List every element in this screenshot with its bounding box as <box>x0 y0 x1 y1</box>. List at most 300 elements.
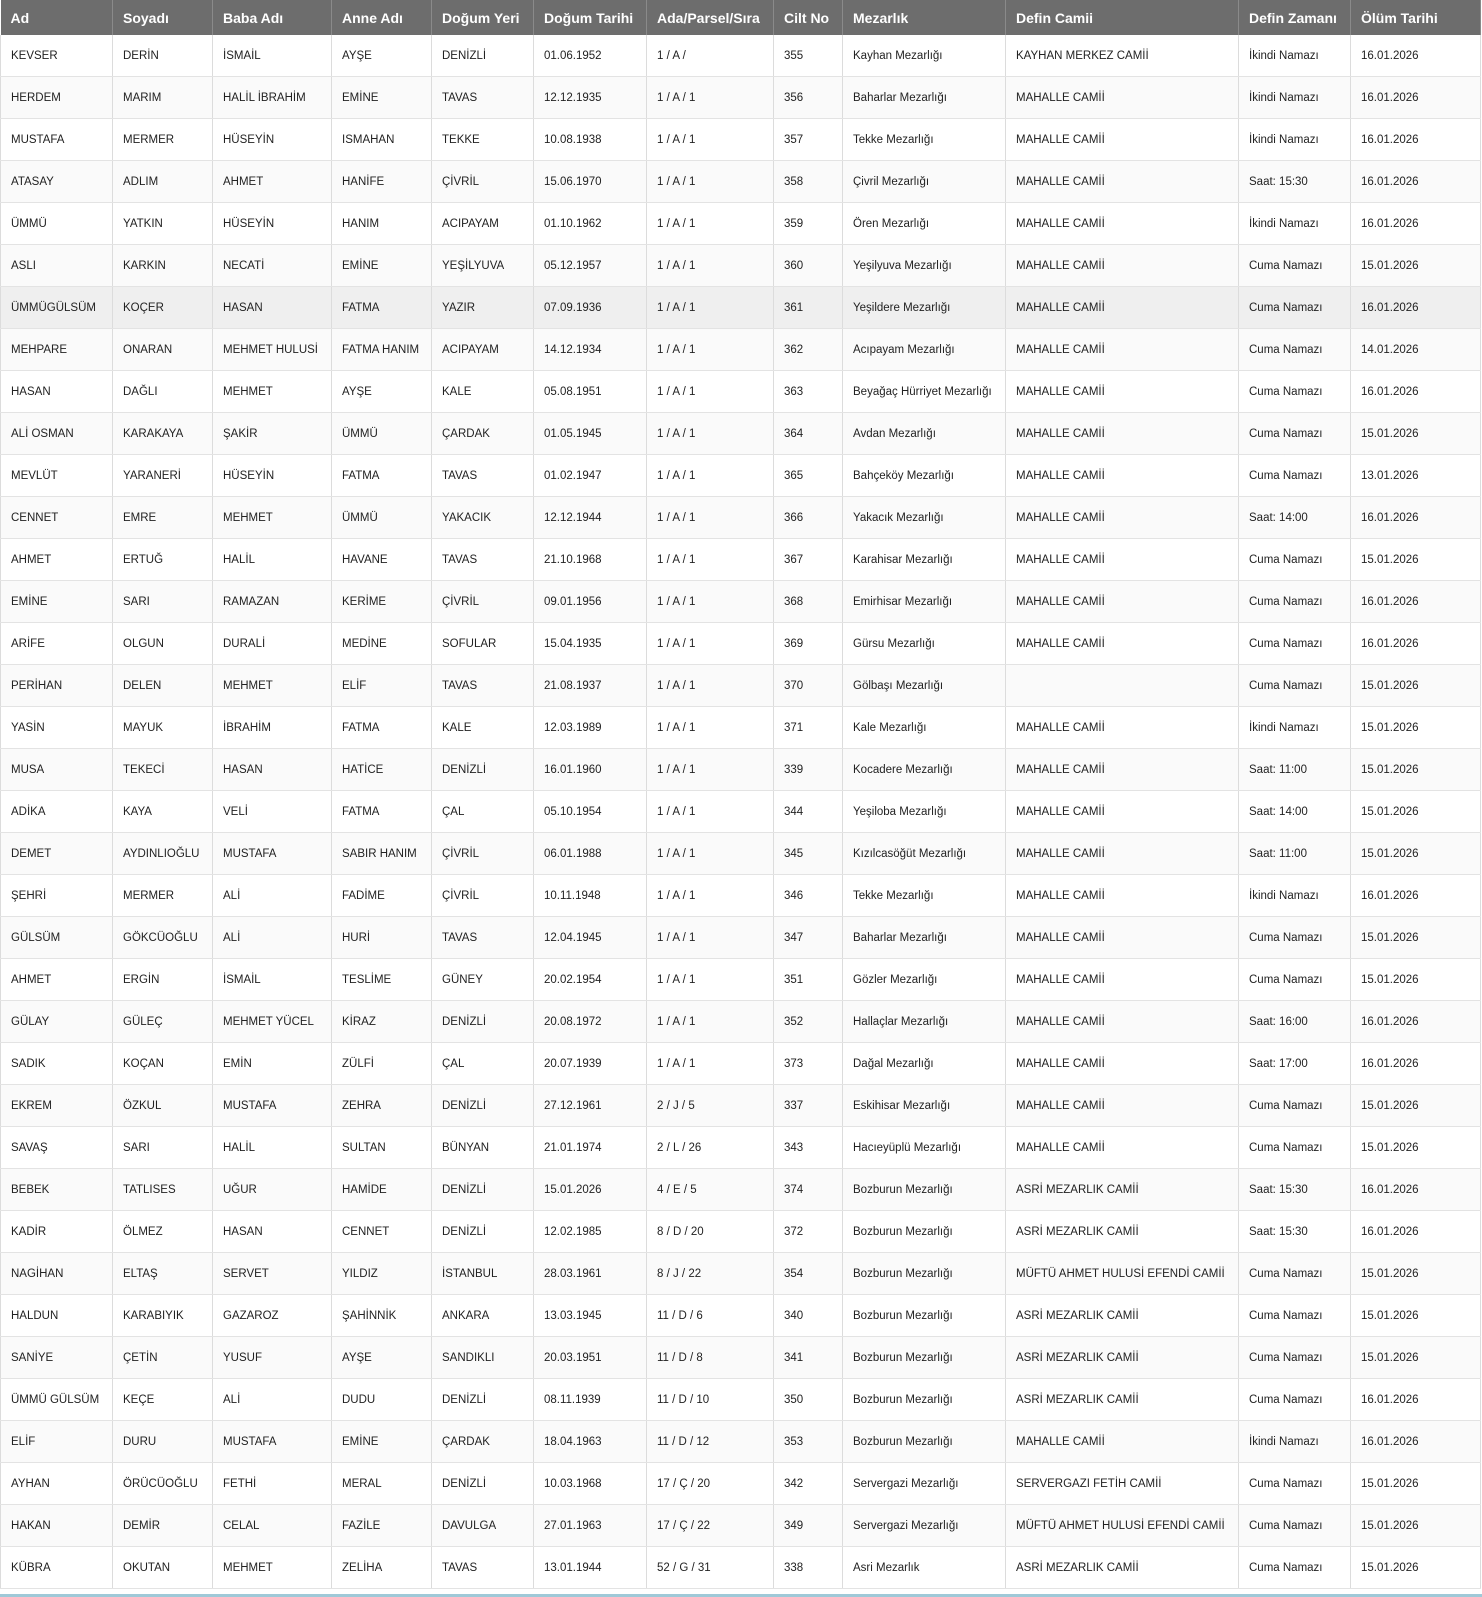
table-row[interactable] <box>1 1421 1481 1463</box>
cell-anne-adi: ÜMMÜ <box>332 497 432 539</box>
cell-cilt-no: 366 <box>774 497 843 539</box>
cell-mezarlik: Tekke Mezarlığı <box>843 875 1006 917</box>
cell-ada-parsel-sira: 1 / A / 1 <box>647 875 774 917</box>
cell-ad: NAGİHAN <box>1 1253 113 1295</box>
cell-dogum-yeri: DENİZLİ <box>432 1169 534 1211</box>
cell-dogum-yeri: DENİZLİ <box>432 1211 534 1253</box>
column-header-olum-tarihi[interactable]: Ölüm Tarihi <box>1351 0 1481 35</box>
cell-dogum-yeri: TAVAS <box>432 77 534 119</box>
cell-cilt-no: 340 <box>774 1295 843 1337</box>
table-row[interactable] <box>1 791 1481 833</box>
cell-ada-parsel-sira: 17 / Ç / 22 <box>647 1505 774 1547</box>
cell-ad: AYHAN <box>1 1463 113 1505</box>
cell-mezarlik: Gürsu Mezarlığı <box>843 623 1006 665</box>
cell-anne-adi: TESLİME <box>332 959 432 1001</box>
cell-defin-camii: MAHALLE CAMİİ <box>1006 959 1239 1001</box>
cell-baba-adi: İSMAİL <box>213 959 332 1001</box>
cell-dogum-tarihi: 14.12.1934 <box>534 329 647 371</box>
cell-olum-tarihi: 15.01.2026 <box>1351 959 1481 1001</box>
cell-mezarlik: Baharlar Mezarlığı <box>843 77 1006 119</box>
cell-defin-zamani: Cuma Namazı <box>1239 1295 1351 1337</box>
table-row[interactable] <box>1 1169 1481 1211</box>
cell-dogum-tarihi: 10.11.1948 <box>534 875 647 917</box>
cell-soyadi: DELEN <box>113 665 213 707</box>
table-row[interactable] <box>1 1505 1481 1547</box>
cell-dogum-tarihi: 01.10.1962 <box>534 203 647 245</box>
cell-anne-adi: AYŞE <box>332 35 432 77</box>
cell-soyadi: TATLISES <box>113 1169 213 1211</box>
cell-anne-adi: SULTAN <box>332 1127 432 1169</box>
cell-defin-zamani: Cuma Namazı <box>1239 959 1351 1001</box>
table-row[interactable] <box>1 1295 1481 1337</box>
cell-ad: ASLI <box>1 245 113 287</box>
cell-dogum-tarihi: 01.02.1947 <box>534 455 647 497</box>
cell-defin-zamani: Cuma Namazı <box>1239 1463 1351 1505</box>
table-row[interactable] <box>1 959 1481 1001</box>
cell-ada-parsel-sira: 11 / D / 12 <box>647 1421 774 1463</box>
cell-defin-zamani: Saat: 14:00 <box>1239 791 1351 833</box>
cell-anne-adi: SABIR HANIM <box>332 833 432 875</box>
cell-soyadi: ÖLMEZ <box>113 1211 213 1253</box>
cell-cilt-no: 354 <box>774 1253 843 1295</box>
cell-defin-zamani: Saat: 14:00 <box>1239 497 1351 539</box>
cell-dogum-yeri: TEKKE <box>432 119 534 161</box>
cell-dogum-yeri: ACIPAYAM <box>432 203 534 245</box>
cell-dogum-tarihi: 20.03.1951 <box>534 1337 647 1379</box>
cell-olum-tarihi: 16.01.2026 <box>1351 497 1481 539</box>
cell-dogum-tarihi: 12.04.1945 <box>534 917 647 959</box>
cell-dogum-yeri: TAVAS <box>432 917 534 959</box>
cell-soyadi: KARABIYIK <box>113 1295 213 1337</box>
cell-cilt-no: 373 <box>774 1043 843 1085</box>
cell-defin-camii <box>1006 665 1239 707</box>
cell-ad: YASİN <box>1 707 113 749</box>
cell-ada-parsel-sira: 1 / A / 1 <box>647 833 774 875</box>
cell-anne-adi: FATMA <box>332 791 432 833</box>
cell-defin-zamani: Saat: 17:00 <box>1239 1043 1351 1085</box>
cell-defin-zamani: Cuma Namazı <box>1239 1505 1351 1547</box>
cell-soyadi: KARKIN <box>113 245 213 287</box>
cell-baba-adi: DURALİ <box>213 623 332 665</box>
cell-soyadi: YATKIN <box>113 203 213 245</box>
cell-anne-adi: MERAL <box>332 1463 432 1505</box>
table-row[interactable] <box>1 35 1481 77</box>
column-header-soyadi[interactable]: Soyadı <box>113 0 213 35</box>
cell-defin-camii: MAHALLE CAMİİ <box>1006 917 1239 959</box>
table-row[interactable] <box>1 1463 1481 1505</box>
table-body <box>1 35 1481 1589</box>
cell-dogum-yeri: YAKACIK <box>432 497 534 539</box>
cell-dogum-tarihi: 05.08.1951 <box>534 371 647 413</box>
cell-defin-camii: MAHALLE CAMİİ <box>1006 749 1239 791</box>
cell-mezarlik: Asri Mezarlık <box>843 1547 1006 1589</box>
cell-dogum-tarihi: 21.01.1974 <box>534 1127 647 1169</box>
cell-defin-camii: MAHALLE CAMİİ <box>1006 161 1239 203</box>
cell-baba-adi: HALİL İBRAHİM <box>213 77 332 119</box>
cell-soyadi: ÖRÜCÜOĞLU <box>113 1463 213 1505</box>
cell-ada-parsel-sira: 1 / A / 1 <box>647 161 774 203</box>
cell-baba-adi: ŞAKİR <box>213 413 332 455</box>
cell-mezarlik: Kızılcasöğüt Mezarlığı <box>843 833 1006 875</box>
table-row[interactable] <box>1 1085 1481 1127</box>
cell-baba-adi: AHMET <box>213 161 332 203</box>
cell-baba-adi: MEHMET <box>213 497 332 539</box>
column-header-cilt-no[interactable]: Cilt No <box>774 0 843 35</box>
cell-anne-adi: ZELİHA <box>332 1547 432 1589</box>
cell-defin-zamani: Saat: 11:00 <box>1239 749 1351 791</box>
cell-cilt-no: 343 <box>774 1127 843 1169</box>
cell-defin-zamani: Cuma Namazı <box>1239 371 1351 413</box>
cell-dogum-tarihi: 20.02.1954 <box>534 959 647 1001</box>
cell-dogum-tarihi: 07.09.1936 <box>534 287 647 329</box>
cell-dogum-yeri: BÜNYAN <box>432 1127 534 1169</box>
cell-mezarlik: Beyağaç Hürriyet Mezarlığı <box>843 371 1006 413</box>
table-row[interactable] <box>1 1043 1481 1085</box>
column-header-anne-adi[interactable]: Anne Adı <box>332 0 432 35</box>
column-header-baba-adi[interactable]: Baba Adı <box>213 0 332 35</box>
cell-ad: ALİ OSMAN <box>1 413 113 455</box>
cell-ada-parsel-sira: 2 / L / 26 <box>647 1127 774 1169</box>
cell-olum-tarihi: 16.01.2026 <box>1351 623 1481 665</box>
cell-ad: SAVAŞ <box>1 1127 113 1169</box>
table-row[interactable] <box>1 497 1481 539</box>
cell-soyadi: AYDINLIOĞLU <box>113 833 213 875</box>
cell-cilt-no: 372 <box>774 1211 843 1253</box>
cell-mezarlik: Servergazi Mezarlığı <box>843 1505 1006 1547</box>
cell-defin-zamani: Cuma Namazı <box>1239 287 1351 329</box>
table-row[interactable] <box>1 329 1481 371</box>
cell-olum-tarihi: 16.01.2026 <box>1351 371 1481 413</box>
cell-baba-adi: MEHMET <box>213 1547 332 1589</box>
cell-ad: ATASAY <box>1 161 113 203</box>
cell-defin-zamani: İkindi Namazı <box>1239 1421 1351 1463</box>
cell-defin-zamani: Cuma Namazı <box>1239 623 1351 665</box>
cell-baba-adi: İSMAİL <box>213 35 332 77</box>
cell-cilt-no: 357 <box>774 119 843 161</box>
cell-olum-tarihi: 15.01.2026 <box>1351 413 1481 455</box>
cell-dogum-yeri: ACIPAYAM <box>432 329 534 371</box>
table-row[interactable] <box>1 581 1481 623</box>
cell-olum-tarihi: 14.01.2026 <box>1351 329 1481 371</box>
cell-baba-adi: UĞUR <box>213 1169 332 1211</box>
cell-baba-adi: HALİL <box>213 539 332 581</box>
cell-baba-adi: GAZAROZ <box>213 1295 332 1337</box>
cell-defin-zamani: Saat: 11:00 <box>1239 833 1351 875</box>
cell-olum-tarihi: 16.01.2026 <box>1351 77 1481 119</box>
cell-defin-zamani: Cuma Namazı <box>1239 917 1351 959</box>
cell-soyadi: TEKECİ <box>113 749 213 791</box>
cell-defin-zamani: Cuma Namazı <box>1239 1379 1351 1421</box>
cell-ad: ADİKA <box>1 791 113 833</box>
cell-anne-adi: FAZİLE <box>332 1505 432 1547</box>
cell-soyadi: OKUTAN <box>113 1547 213 1589</box>
cell-dogum-tarihi: 15.06.1970 <box>534 161 647 203</box>
column-header-dogum-tarihi[interactable]: Doğum Tarihi <box>534 0 647 35</box>
cell-defin-camii: KAYHAN MERKEZ CAMİİ <box>1006 35 1239 77</box>
cell-mezarlik: Tekke Mezarlığı <box>843 119 1006 161</box>
cell-defin-camii: ASRİ MEZARLIK CAMİİ <box>1006 1547 1239 1589</box>
cell-dogum-yeri: DENİZLİ <box>432 1085 534 1127</box>
column-header-defin-camii[interactable]: Defin Camii <box>1006 0 1239 35</box>
cell-olum-tarihi: 15.01.2026 <box>1351 1253 1481 1295</box>
cell-defin-zamani: Cuma Namazı <box>1239 665 1351 707</box>
cell-dogum-tarihi: 12.12.1944 <box>534 497 647 539</box>
cell-ad: PERİHAN <box>1 665 113 707</box>
cell-defin-camii: MAHALLE CAMİİ <box>1006 497 1239 539</box>
cell-cilt-no: 338 <box>774 1547 843 1589</box>
cell-mezarlik: Dağal Mezarlığı <box>843 1043 1006 1085</box>
cell-defin-camii: MÜFTÜ AHMET HULUSİ EFENDİ CAMİİ <box>1006 1253 1239 1295</box>
cell-defin-camii: MAHALLE CAMİİ <box>1006 245 1239 287</box>
cell-soyadi: DURU <box>113 1421 213 1463</box>
cell-baba-adi: HASAN <box>213 287 332 329</box>
cell-dogum-yeri: DAVULGA <box>432 1505 534 1547</box>
cell-olum-tarihi: 15.01.2026 <box>1351 1085 1481 1127</box>
cell-ada-parsel-sira: 1 / A / 1 <box>647 959 774 1001</box>
cell-anne-adi: HURİ <box>332 917 432 959</box>
cell-dogum-yeri: ÇİVRİL <box>432 581 534 623</box>
cell-cilt-no: 369 <box>774 623 843 665</box>
cell-ada-parsel-sira: 1 / A / 1 <box>647 791 774 833</box>
cell-defin-zamani: Cuma Namazı <box>1239 539 1351 581</box>
cell-olum-tarihi: 15.01.2026 <box>1351 1295 1481 1337</box>
cell-dogum-yeri: TAVAS <box>432 455 534 497</box>
cell-cilt-no: 351 <box>774 959 843 1001</box>
table-row[interactable] <box>1 1547 1481 1589</box>
cell-ad: AHMET <box>1 539 113 581</box>
cell-ad: KÜBRA <box>1 1547 113 1589</box>
table-row[interactable] <box>1 1211 1481 1253</box>
cell-soyadi: DEMİR <box>113 1505 213 1547</box>
column-header-dogum-yeri[interactable]: Doğum Yeri <box>432 0 534 35</box>
column-header-ad[interactable]: Ad <box>1 0 113 35</box>
table-row[interactable] <box>1 749 1481 791</box>
table-row[interactable] <box>1 1337 1481 1379</box>
table-row[interactable] <box>1 539 1481 581</box>
table-row[interactable] <box>1 875 1481 917</box>
cell-ad: HASAN <box>1 371 113 413</box>
cell-defin-zamani: Cuma Namazı <box>1239 245 1351 287</box>
table-row[interactable] <box>1 1253 1481 1295</box>
cell-baba-adi: HALİL <box>213 1127 332 1169</box>
table-row[interactable] <box>1 203 1481 245</box>
cell-anne-adi: CENNET <box>332 1211 432 1253</box>
cell-olum-tarihi: 16.01.2026 <box>1351 581 1481 623</box>
cell-ad: MEHPARE <box>1 329 113 371</box>
cell-baba-adi: ALİ <box>213 917 332 959</box>
cell-defin-zamani: Cuma Namazı <box>1239 1127 1351 1169</box>
cell-dogum-yeri: DENİZLİ <box>432 749 534 791</box>
table-header <box>1 0 1481 35</box>
cell-ada-parsel-sira: 1 / A / 1 <box>647 371 774 413</box>
table-row[interactable] <box>1 371 1481 413</box>
cell-ad: HAKAN <box>1 1505 113 1547</box>
cell-olum-tarihi: 15.01.2026 <box>1351 749 1481 791</box>
cell-olum-tarihi: 16.01.2026 <box>1351 875 1481 917</box>
cell-baba-adi: HÜSEYİN <box>213 455 332 497</box>
cell-defin-zamani: Cuma Namazı <box>1239 1253 1351 1295</box>
cell-mezarlik: Çivril Mezarlığı <box>843 161 1006 203</box>
cell-dogum-tarihi: 18.04.1963 <box>534 1421 647 1463</box>
cell-mezarlik: Kale Mezarlığı <box>843 707 1006 749</box>
cell-ad: HALDUN <box>1 1295 113 1337</box>
cell-mezarlik: Servergazi Mezarlığı <box>843 1463 1006 1505</box>
cell-anne-adi: AYŞE <box>332 1337 432 1379</box>
cell-soyadi: EMRE <box>113 497 213 539</box>
cell-olum-tarihi: 15.01.2026 <box>1351 917 1481 959</box>
cell-olum-tarihi: 13.01.2026 <box>1351 455 1481 497</box>
table-row[interactable] <box>1 413 1481 455</box>
column-header-mezarlik[interactable]: Mezarlık <box>843 0 1006 35</box>
cell-cilt-no: 359 <box>774 203 843 245</box>
cell-dogum-yeri: TAVAS <box>432 665 534 707</box>
cell-defin-zamani: Cuma Namazı <box>1239 581 1351 623</box>
table-row[interactable] <box>1 119 1481 161</box>
cell-olum-tarihi: 15.01.2026 <box>1351 665 1481 707</box>
cell-cilt-no: 360 <box>774 245 843 287</box>
cell-mezarlik: Bozburun Mezarlığı <box>843 1169 1006 1211</box>
cell-defin-camii: ASRİ MEZARLIK CAMİİ <box>1006 1211 1239 1253</box>
cell-dogum-yeri: YAZIR <box>432 287 534 329</box>
cell-ad: GÜLSÜM <box>1 917 113 959</box>
table-row[interactable] <box>1 707 1481 749</box>
cell-dogum-yeri: KALE <box>432 371 534 413</box>
cell-ad: BEBEK <box>1 1169 113 1211</box>
table-row[interactable] <box>1 917 1481 959</box>
cell-ada-parsel-sira: 52 / G / 31 <box>647 1547 774 1589</box>
cell-baba-adi: HÜSEYİN <box>213 119 332 161</box>
cell-soyadi: SARI <box>113 581 213 623</box>
cell-anne-adi: YILDIZ <box>332 1253 432 1295</box>
cell-defin-camii: MAHALLE CAMİİ <box>1006 77 1239 119</box>
cell-mezarlik: Bozburun Mezarlığı <box>843 1421 1006 1463</box>
table-row[interactable] <box>1 77 1481 119</box>
cell-baba-adi: CELAL <box>213 1505 332 1547</box>
cell-defin-camii: MAHALLE CAMİİ <box>1006 1001 1239 1043</box>
cell-cilt-no: 350 <box>774 1379 843 1421</box>
cell-ada-parsel-sira: 1 / A / 1 <box>647 119 774 161</box>
cell-defin-zamani: Saat: 16:00 <box>1239 1001 1351 1043</box>
cell-defin-camii: MAHALLE CAMİİ <box>1006 119 1239 161</box>
cell-olum-tarihi: 16.01.2026 <box>1351 203 1481 245</box>
cell-mezarlik: Baharlar Mezarlığı <box>843 917 1006 959</box>
table-row[interactable] <box>1 623 1481 665</box>
cell-baba-adi: MUSTAFA <box>213 1421 332 1463</box>
cell-ad: DEMET <box>1 833 113 875</box>
cell-dogum-tarihi: 27.01.1963 <box>534 1505 647 1547</box>
cell-ada-parsel-sira: 1 / A / 1 <box>647 665 774 707</box>
cell-mezarlik: Bozburun Mezarlığı <box>843 1295 1006 1337</box>
cell-dogum-yeri: YEŞİLYUVA <box>432 245 534 287</box>
cell-defin-camii: MÜFTÜ AHMET HULUSİ EFENDİ CAMİİ <box>1006 1505 1239 1547</box>
cell-baba-adi: HÜSEYİN <box>213 203 332 245</box>
cell-olum-tarihi: 15.01.2026 <box>1351 1463 1481 1505</box>
cell-anne-adi: FATMA <box>332 455 432 497</box>
cell-defin-zamani: Cuma Namazı <box>1239 1337 1351 1379</box>
cell-defin-camii: MAHALLE CAMİİ <box>1006 1085 1239 1127</box>
cell-anne-adi: KERİME <box>332 581 432 623</box>
cell-soyadi: KARAKAYA <box>113 413 213 455</box>
table-row[interactable] <box>1 455 1481 497</box>
cell-ad: ARİFE <box>1 623 113 665</box>
table-row[interactable] <box>1 833 1481 875</box>
cell-cilt-no: 374 <box>774 1169 843 1211</box>
cell-soyadi: GÜLEÇ <box>113 1001 213 1043</box>
cell-mezarlik: Avdan Mezarlığı <box>843 413 1006 455</box>
cell-soyadi: KOÇER <box>113 287 213 329</box>
cell-dogum-yeri: ÇİVRİL <box>432 161 534 203</box>
cell-ada-parsel-sira: 1 / A / 1 <box>647 707 774 749</box>
column-header-defin-zamani[interactable]: Defin Zamanı <box>1239 0 1351 35</box>
cell-dogum-yeri: DENİZLİ <box>432 1001 534 1043</box>
cell-cilt-no: 367 <box>774 539 843 581</box>
cell-defin-camii: MAHALLE CAMİİ <box>1006 875 1239 917</box>
cell-ada-parsel-sira: 1 / A / 1 <box>647 329 774 371</box>
cell-mezarlik: Ören Mezarlığı <box>843 203 1006 245</box>
cell-ad: ÜMMÜGÜLSÜM <box>1 287 113 329</box>
cell-ada-parsel-sira: 4 / E / 5 <box>647 1169 774 1211</box>
table-row[interactable] <box>1 161 1481 203</box>
cell-ada-parsel-sira: 1 / A / 1 <box>647 1001 774 1043</box>
cell-defin-camii: MAHALLE CAMİİ <box>1006 287 1239 329</box>
cell-olum-tarihi: 15.01.2026 <box>1351 539 1481 581</box>
cell-defin-zamani: Cuma Namazı <box>1239 413 1351 455</box>
cell-mezarlik: Bozburun Mezarlığı <box>843 1253 1006 1295</box>
cell-baba-adi: MEHMET YÜCEL <box>213 1001 332 1043</box>
cell-dogum-yeri: TAVAS <box>432 539 534 581</box>
cell-dogum-yeri: ÇİVRİL <box>432 833 534 875</box>
cell-mezarlik: Karahisar Mezarlığı <box>843 539 1006 581</box>
cell-defin-camii: MAHALLE CAMİİ <box>1006 623 1239 665</box>
cell-cilt-no: 339 <box>774 749 843 791</box>
cell-defin-camii: SERVERGAZI FETİH CAMİİ <box>1006 1463 1239 1505</box>
cell-anne-adi: ZEHRA <box>332 1085 432 1127</box>
cell-olum-tarihi: 16.01.2026 <box>1351 1043 1481 1085</box>
cell-olum-tarihi: 16.01.2026 <box>1351 1211 1481 1253</box>
cell-soyadi: MERMER <box>113 119 213 161</box>
table-row[interactable] <box>1 287 1481 329</box>
cell-dogum-tarihi: 12.12.1935 <box>534 77 647 119</box>
table-row[interactable] <box>1 1379 1481 1421</box>
cell-ada-parsel-sira: 2 / J / 5 <box>647 1085 774 1127</box>
cell-anne-adi: ZÜLFİ <box>332 1043 432 1085</box>
cell-soyadi: KOÇAN <box>113 1043 213 1085</box>
cell-ada-parsel-sira: 1 / A / 1 <box>647 1043 774 1085</box>
cell-dogum-tarihi: 05.10.1954 <box>534 791 647 833</box>
table-row[interactable] <box>1 1127 1481 1169</box>
cell-baba-adi: NECATİ <box>213 245 332 287</box>
cell-mezarlik: Gölbaşı Mezarlığı <box>843 665 1006 707</box>
table-row[interactable] <box>1 665 1481 707</box>
cell-anne-adi: HAVANE <box>332 539 432 581</box>
cell-defin-camii: MAHALLE CAMİİ <box>1006 1421 1239 1463</box>
table-row[interactable] <box>1 245 1481 287</box>
cell-defin-camii: MAHALLE CAMİİ <box>1006 329 1239 371</box>
cell-mezarlik: Hacıeyüplü Mezarlığı <box>843 1127 1006 1169</box>
cell-cilt-no: 356 <box>774 77 843 119</box>
table-row[interactable] <box>1 1001 1481 1043</box>
cell-dogum-yeri: SANDIKLI <box>432 1337 534 1379</box>
cell-anne-adi: FATMA HANIM <box>332 329 432 371</box>
cell-anne-adi: FADİME <box>332 875 432 917</box>
cell-ad: GÜLAY <box>1 1001 113 1043</box>
cell-soyadi: MERMER <box>113 875 213 917</box>
cell-dogum-yeri: DENİZLİ <box>432 35 534 77</box>
cell-olum-tarihi: 16.01.2026 <box>1351 1169 1481 1211</box>
cell-anne-adi: ELİF <box>332 665 432 707</box>
cell-mezarlik: Bozburun Mezarlığı <box>843 1337 1006 1379</box>
column-header-ada-parsel-sira[interactable]: Ada/Parsel/Sıra <box>647 0 774 35</box>
